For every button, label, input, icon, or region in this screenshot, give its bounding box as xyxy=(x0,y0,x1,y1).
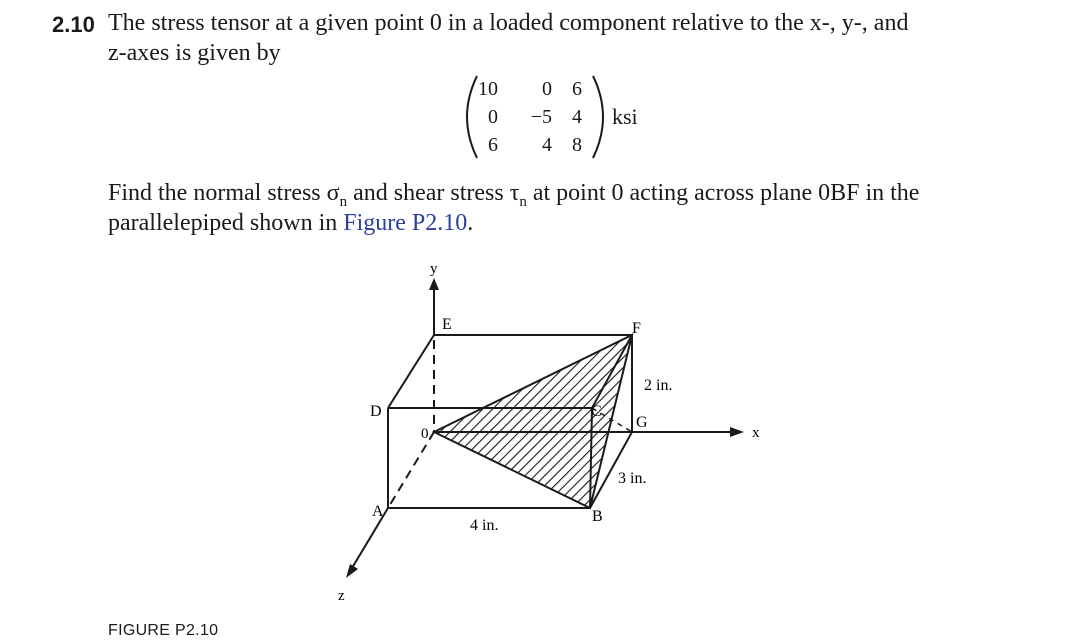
tensor-cell: 4 xyxy=(572,106,582,128)
x-axis-label: x xyxy=(752,425,760,441)
z-axis-arrow xyxy=(346,564,358,578)
point-b-label: B xyxy=(592,508,603,525)
dimension-width-label: 4 in. xyxy=(470,517,499,534)
point-c-label: C xyxy=(591,403,602,420)
question-line-1: Find the normal stress $\sigma_n$ and shear stress $\tau_n$ at point 0 acting across plane 0BF in the xyxy=(108,180,920,210)
tensor-cell: 6 xyxy=(572,78,582,100)
question-line-2: parallelepiped shown in Figure P2.10. xyxy=(108,210,474,236)
point-e-label: E xyxy=(442,316,452,333)
hidden-edge-oa xyxy=(388,432,434,508)
tensor-cell: −5 xyxy=(530,106,552,128)
y-axis-label: y xyxy=(430,261,438,277)
point-d-label: D xyxy=(370,403,382,420)
dimension-height-label: 3 in. xyxy=(618,470,647,487)
tensor-cell: 6 xyxy=(488,134,498,156)
tensor-cell: 0 xyxy=(488,106,498,128)
dimension-depth-label: 2 in. xyxy=(644,377,673,394)
figure-caption: FIGURE P2.10 xyxy=(108,622,219,639)
figure-reference-link[interactable]: Figure P2.10 xyxy=(343,210,468,236)
tensor-unit: ksi xyxy=(612,104,638,129)
problem-statement-line-2: z-axes is given by xyxy=(108,40,281,66)
problem-number: 2.10 xyxy=(52,12,95,37)
point-g-label: G xyxy=(636,414,648,431)
x-axis-arrow xyxy=(730,427,744,437)
tensor-cell: 4 xyxy=(542,134,552,156)
tensor-cell: 10 xyxy=(478,78,498,100)
y-axis-arrow xyxy=(429,278,439,290)
point-o-label: 0 xyxy=(421,426,429,442)
z-axis-label: z xyxy=(338,588,345,604)
plane-obf xyxy=(434,335,632,508)
point-f-label: F xyxy=(632,320,641,337)
tensor-cell: 8 xyxy=(572,134,582,156)
problem-statement-line-1: The stress tensor at a given point 0 in a loaded component relative to the x-, y-, and xyxy=(108,10,909,36)
edge-de xyxy=(388,335,434,408)
point-a-label: A xyxy=(372,503,384,520)
tensor-cell: 0 xyxy=(542,78,552,100)
